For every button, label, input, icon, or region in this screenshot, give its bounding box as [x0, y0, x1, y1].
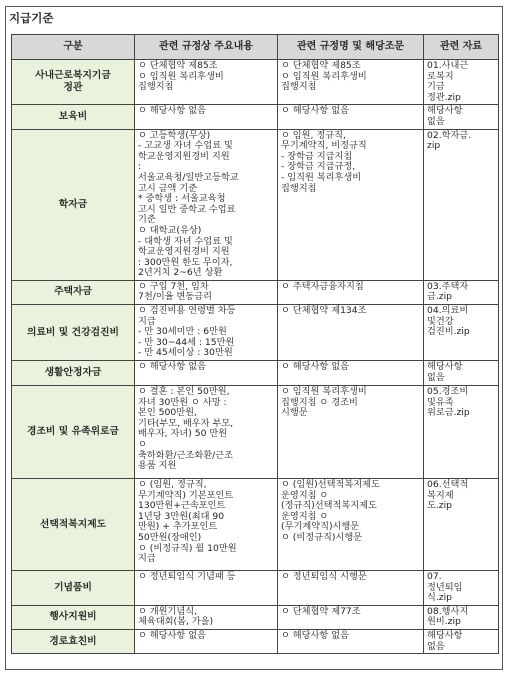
content-cell — [135, 305, 278, 361]
cell-line: ㅇ 해당사항 없음 — [281, 105, 349, 117]
cell-line: (정규직)선택적복지제도 — [281, 500, 377, 512]
category-cell — [12, 280, 135, 304]
cell-line: 03.주택자 — [427, 280, 469, 292]
material-cell — [424, 630, 499, 654]
table-row — [12, 630, 499, 654]
regulation-cell — [278, 386, 424, 479]
cell-line: 의료비 및 건강검진비 — [27, 326, 119, 338]
cell-line: 보육비 — [58, 110, 88, 122]
cell-line: 정년퇴임 — [427, 581, 463, 593]
cell-line: ㅇ (임원)선택적복지제도 — [281, 479, 380, 491]
cell-line: 07. — [427, 571, 442, 583]
cell-line: 130만원+근속포인트 — [138, 500, 226, 512]
cell-line: ㅇ 임직원 복리후생비 — [138, 70, 224, 82]
cell-line: 해당사항 — [427, 105, 463, 117]
cell-line: 기준 — [138, 214, 156, 226]
cell-line: 01.사내근 — [427, 60, 469, 71]
criteria-table — [11, 34, 499, 654]
header-material: 관련 자료 — [424, 35, 499, 60]
material-cell — [424, 479, 499, 571]
cell-line: 선택적복지제도 — [39, 518, 107, 530]
table-row — [12, 386, 499, 479]
cell-line: 만원) + 추가포인트 — [138, 521, 218, 533]
content-cell — [135, 386, 278, 479]
content-cell — [135, 129, 278, 280]
cell-line: - 만 30세미만 : 6만원 — [138, 326, 227, 338]
cell-line: 없음 — [427, 640, 445, 652]
cell-line: 도.zip — [427, 500, 453, 512]
cell-line: 고시 금액 기준 — [138, 182, 198, 194]
cell-line: ㅇ 정년퇴임식 기념패 등 — [138, 571, 236, 583]
material-cell — [424, 571, 499, 606]
cell-line: 없음 — [427, 115, 445, 127]
cell-line: 및유족 — [427, 396, 454, 408]
cell-line: 정관 — [63, 82, 83, 94]
category-cell — [12, 129, 135, 280]
cell-line: 운영지침 ㅇ — [281, 489, 329, 501]
cell-line: 행사지원비 — [49, 611, 97, 623]
cell-line: 경조비 및 유족위로금 — [27, 426, 119, 438]
content-cell — [135, 630, 278, 654]
cell-line: ㅇ 단체협약 제134조 — [281, 305, 367, 317]
cell-line: 없음 — [427, 371, 445, 383]
table-row — [12, 105, 499, 129]
material-cell — [424, 386, 499, 479]
cell-line: (무기계약직)시행문 — [281, 521, 360, 533]
cell-line: ㅇ 해당사항 없음 — [281, 630, 349, 641]
header-content: 관련 규정상 주요내용 — [135, 35, 278, 60]
cell-line: 정관.zip — [427, 91, 461, 103]
category-cell — [12, 105, 135, 129]
table-row — [12, 60, 499, 105]
cell-line: ㅇ 고등학생(무상) — [138, 129, 211, 141]
category-cell — [12, 605, 135, 629]
regulation-cell — [278, 105, 424, 129]
cell-line: 지급 — [138, 315, 156, 327]
category-cell — [12, 386, 135, 479]
table-row — [12, 280, 499, 304]
material-cell — [424, 361, 499, 386]
cell-line: 2년거치 2~6년 상환 — [138, 267, 223, 279]
cell-line: 운영지침 ㅇ — [281, 510, 329, 522]
regulation-cell — [278, 129, 424, 280]
cell-line: 학자금 — [58, 198, 88, 210]
cell-line: 기금 — [427, 81, 445, 93]
cell-line: 06.선택적 — [427, 479, 469, 491]
cell-line: 1년당 3만원(최대 90 — [138, 510, 225, 522]
cell-line: ㅇ 단체협약 제85조 — [138, 60, 218, 71]
table-row — [12, 305, 499, 361]
cell-line: 02.학자금. — [427, 129, 472, 141]
cell-line: ㅇ (비정규직) 월 10만원 — [138, 542, 237, 554]
cell-line: - 장학금 지급규정, — [281, 161, 356, 173]
regulation-cell — [278, 605, 424, 629]
cell-line: 04.의료비 — [427, 305, 469, 317]
cell-line: 08.행사지 — [427, 605, 469, 617]
regulation-cell — [278, 630, 424, 654]
cell-line: 지급 — [138, 553, 156, 565]
cell-line: zip — [427, 140, 441, 152]
content-cell — [135, 605, 278, 629]
cell-line: ㅇ 개원기념식, — [138, 605, 198, 617]
cell-line: 금.zip — [427, 291, 453, 303]
cell-line: ㅇ (비정규직)시행문 — [281, 532, 363, 543]
content-cell — [135, 361, 278, 386]
cell-line: 축하화환/근조화환/근조 — [138, 449, 233, 461]
cell-line: 체육대회(봄, 가을) — [138, 616, 214, 628]
cell-line: 시행문 — [281, 407, 308, 419]
cell-line: ㅇ 해당사항 없음 — [138, 105, 206, 117]
regulation-cell — [278, 479, 424, 571]
category-cell — [12, 305, 135, 361]
regulation-cell — [278, 280, 424, 304]
cell-line: ㅇ 구입 7천, 임차 — [138, 280, 209, 292]
table-header-row — [12, 35, 499, 60]
cell-line: 7천/이율 변동금리 — [138, 291, 212, 303]
header-regulation: 관련 규정명 및 해당조문 — [278, 35, 424, 60]
cell-line: 고시 일반 중학교 수업료 — [138, 203, 236, 215]
material-cell — [424, 129, 499, 280]
table-row — [12, 479, 499, 571]
regulation-cell — [278, 305, 424, 361]
cell-line: ㅇ 결혼 : 본인 50만원, — [138, 386, 230, 398]
cell-line: ㅇ 검진비용 연령별 차등 — [138, 305, 236, 317]
cell-line: 경로효친비 — [49, 635, 97, 647]
header-category: 구분 — [12, 35, 135, 60]
category-cell — [12, 571, 135, 606]
cell-line: 자녀 30만원 ㅇ 사망 : — [138, 396, 227, 408]
cell-line: ㅇ 대학교(유상) — [138, 224, 202, 236]
cell-line: 집행지침 — [138, 81, 174, 93]
cell-line: - 만 30~44세 : 15만원 — [138, 336, 235, 348]
cell-line: 50만원(장애인) — [138, 532, 202, 543]
table-row — [12, 361, 499, 386]
category-cell — [12, 630, 135, 654]
cell-line: ㅇ (임원, 정규직, — [138, 479, 207, 491]
cell-line: 서울교육청/일반고등학교 — [138, 171, 239, 183]
material-cell — [424, 280, 499, 304]
cell-line: 사내근로복지기금 — [35, 70, 111, 82]
cell-line: ㅇ — [138, 439, 147, 450]
cell-line: 기념품비 — [54, 581, 92, 593]
cell-line: 집행지침 ㅇ 경조비 — [281, 396, 358, 408]
material-cell — [424, 60, 499, 105]
cell-line: ㅇ 정년퇴임식 시행문 — [281, 571, 367, 583]
cell-line: ㅇ 단체협약 제77조 — [281, 605, 361, 617]
cell-line: 위로금.zip — [427, 407, 470, 419]
material-cell — [424, 605, 499, 629]
table-row — [12, 129, 499, 280]
cell-line: 검진비.zip — [427, 326, 470, 338]
cell-line: 용품 지원 — [138, 460, 177, 472]
cell-line: - 만 45세이상 : 30만원 — [138, 347, 233, 359]
cell-line: 해당사항 — [427, 630, 463, 641]
content-cell — [135, 105, 278, 129]
cell-line: * 중학생 : 서울교육청 — [138, 193, 226, 205]
cell-line: ㅇ 해당사항 없음 — [138, 630, 206, 641]
content-cell — [135, 479, 278, 571]
page-title: 지급기준 — [9, 11, 54, 25]
cell-line: : 300만원 한도 무이자, — [138, 256, 233, 268]
content-cell — [135, 571, 278, 606]
cell-line: - 고교생 자녀 수업료 및 — [138, 140, 233, 152]
material-cell — [424, 105, 499, 129]
regulation-cell — [278, 60, 424, 105]
cell-line: ㅇ 해당사항 없음 — [138, 361, 206, 373]
cell-line: 생활안정자금 — [44, 367, 102, 379]
cell-line: - 임직원 복리후생비 — [281, 171, 362, 183]
cell-line: 무기계약직) 기본포인트 — [138, 489, 234, 501]
cell-line: 기타(부모, 배우자 부모, — [138, 417, 234, 429]
cell-line: - 장학금 지급지침 — [281, 150, 353, 162]
content-cell — [135, 280, 278, 304]
cell-line: 무기계약직, 비정규직 — [281, 140, 367, 152]
cell-line: 05.경조비 — [427, 386, 469, 398]
category-cell — [12, 60, 135, 105]
cell-line: 및건강 — [427, 315, 454, 327]
cell-line: - 대학생 자녀 수업료 및 — [138, 235, 233, 247]
cell-line: 학교운영지원경비 지원 — [138, 246, 230, 258]
cell-line: 복지제 — [427, 489, 454, 501]
cell-line: 학교운영지원경비 지원 — [138, 150, 230, 162]
category-cell — [12, 479, 135, 571]
cell-line: 원비.zip — [427, 616, 461, 628]
cell-line: ㅇ 단체협약 제85조 — [281, 60, 361, 71]
cell-line: 집행지침 — [281, 81, 317, 93]
cell-line: 주택자금 — [54, 286, 92, 298]
cell-line: 로복지 — [427, 70, 454, 82]
cell-line: ㅇ 주택자금융자지침 — [281, 280, 364, 292]
cell-line: ㅇ 임직원 복리후생비 — [281, 386, 367, 398]
content-cell — [135, 60, 278, 105]
cell-line: ㅇ 해당사항 없음 — [281, 361, 349, 373]
cell-line: ㅇ 임원, 정규직, — [281, 129, 346, 141]
cell-line: 집행지침 — [281, 182, 317, 194]
cell-line: : — [138, 161, 142, 173]
cell-line: 배우자, 자녀) 50 만원 — [138, 428, 228, 440]
table-row — [12, 605, 499, 629]
regulation-cell — [278, 571, 424, 606]
cell-line: 본인 500만원, — [138, 407, 197, 419]
cell-line: 해당사항 — [427, 361, 463, 373]
category-cell — [12, 361, 135, 386]
cell-line: ㅇ 임직원 복리후생비 — [281, 70, 367, 82]
material-cell — [424, 305, 499, 361]
table-row — [12, 571, 499, 606]
regulation-cell — [278, 361, 424, 386]
cell-line: 식.zip — [427, 592, 453, 604]
